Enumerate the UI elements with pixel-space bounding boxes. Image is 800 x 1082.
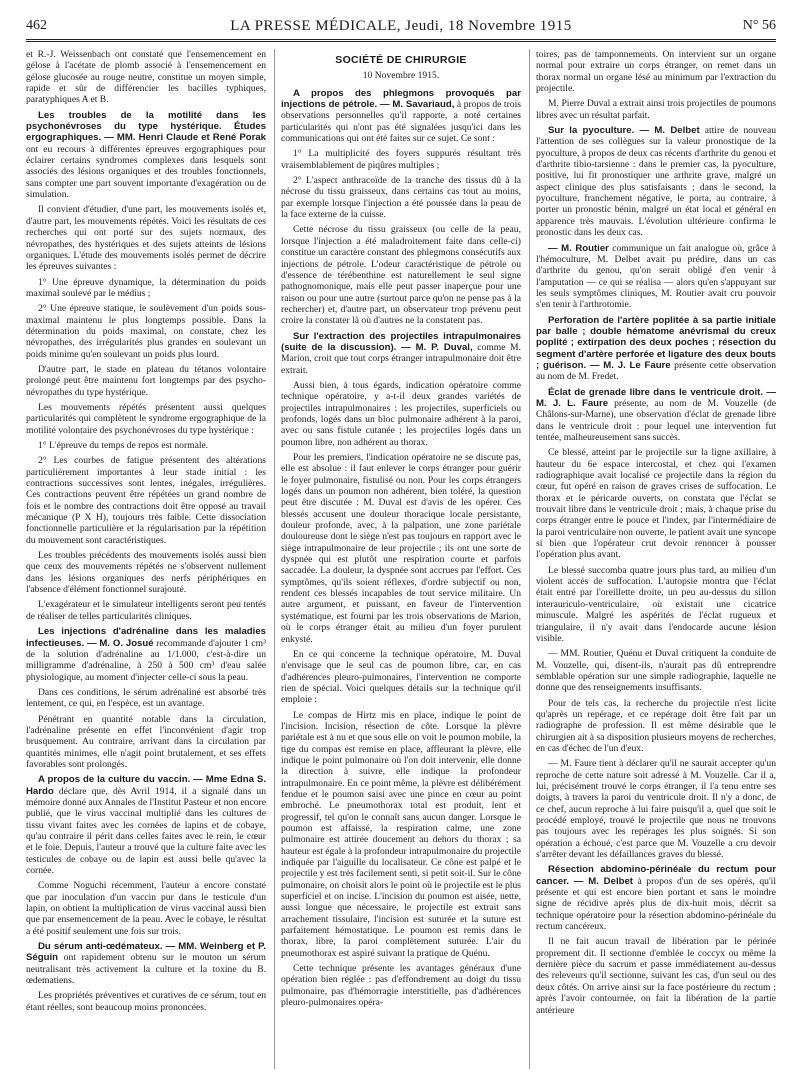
paragraph: Pour les premiers, l'indication opératoire ne se discute pas, elle est absolue : il faut enlever le corps étranger pour guérir le foyer pulmonaire, fistulisé ou non. Pour les corps étrangers logés dans un poumon non adhérent, bien toléré, la question peut être discutée : M. Duval est d'avis de les opérer. Ces blessés accusent une douleur thoracique locale persistante, douleur profonde, avec, à la palpation, une zone pariétale douloureuse dont le siège n'est pas toujours en rapport avec le siège intrapulmonaire de leur projectile ; ils ont une sorte de dyspnée qui est plutôt une respiration courte et parfois saccadée. La douleur, la dyspnée sont accrues par l'effort. Ces symptômes, qu'ils soient réflexes, d'ordre subjectif ou non, rendent ces blessés incapables de tout service militaire. Un autre argument, et puissant, en faveur de l'intervention systématique, est fourni par les trois observations de Marion, où le corps étranger était au milieu d'un foyer purulent enkysté. [281,452,521,645]
article-duval [281,331,521,376]
paragraph: 2° L'aspect anthracoïde de la tranche des tissus dû à la nécrose du tissu graisseux, dans certains cas tout au moins, par exemple lorsque l'injection a été poussée dans la peau de la face externe de la cuisse. [281,175,521,221]
article-heading: Du sérum anti-œdémateux. — MM. Weinberg et P. Séguin [26,941,266,964]
section-date: 10 Novembre 1915. [362,70,440,82]
article-weinberg [26,941,266,986]
section-title: SOCIÉTÉ DE CHIRURGIE [335,54,467,66]
paragraph: — M. Faure tient à déclarer qu'il ne saurait accepter qu'un reproche de cette nature soit adressé à M. Vouzelle. Car il a, lui, précisément trouvé le corps étranger, il l'a tenu entre ses doigts, à travers la paroi du ventricule droit. Il n'y a donc, de ce chef, aucun reproche à lui faire puisqu'il a, quel que soit le procédé employé, trouvé le projectile que nous ne trouvons pas toujours avec les repérages les plus soignés. Si son opération a échoué, c'est parce que M. Vouzelle a cru devoir s'arrêter devant les défaillances graves du blessé. [536,758,776,861]
article-faure-grenade [536,387,776,444]
article-heading: Résection abdomino-périnéale du rectum pour cancer. — M. Delbet [536,864,776,887]
paragraph: M. Pierre Duval a extrait ainsi trois projectiles de poumons libres avec un résultat parfait. [536,98,776,121]
paragraph: 2° Les courbes de fatigue présentent des altérations particulièrement importantes à leur stade initial : les contractions successives sont lentes, inégales, irrégulières. Ces contractions peuvent être répétées un grand nombre de fois et le nombre des contractions doit être opposé au travail mécanique (P X H), toujours très faible. Cette dissociation fonctionnelle particulière et la régularisation par la répétition du mouvement sont caractéristiques. [26,455,266,546]
article-claude-porak [26,110,266,201]
column-middle [281,49,521,1074]
paragraph: Cette nécrose du tissu graisseux (ou celle de la peau, lorsque l'injection a été maladroitement faite dans celle-ci) constitue un caractère constant des phlegmons consécutifs aux injections de pétrole. L'odeur caractéristique de pétrole ou d'essence de térébenthine est naturellement le seul signe pathognomonique, mais elle peut passer inaperçue pour une raison ou pour une autre (surtout parce qu'on ne pense pas à la rechercher) et, d'autre part, un observateur trop prévenu peut croire la constater là où d'autres ne la constatent pas. [281,224,521,327]
paragraph: Pénétrant en quantité notable dans la circulation, l'adrénaline présente en effet l'inconvénient d'agir trop brusquement. Au contraire, arrivant dans la circulation par quantités minimes, elle n'agit point brutalement, et ses effets favorables sont prolongés. [26,713,266,770]
paragraph: Pour de tels cas, la recherche du projectile n'est licite qu'après un repérage, et ce repérage doit être fait par un radiographe de profession. Il est même désirable que le chirurgien ait à sa disposition plusieurs moyens de recherches, en cas d'échec de l'un d'eux. [536,697,776,754]
paragraph: Aussi bien, à tous égards, indication opératoire comme technique opératoire, y a-t-il deux grandes variétés de projectiles intrapulmonaires : les projectiles, superficiels ou profonds, logés dans un bloc pulmonaire adhérent à la paroi, avec ou sans fistule cutanée ; les projectiles logés dans un poumon libre, non adhérent au thorax. [281,379,521,448]
column-separator [529,49,530,1069]
paragraph: Le compas de Hirtz mis en place, indique le point de l'incision. Incision, résection de côte. Lorsque la plèvre pariétale est à nu et que sous elle on voit le poumon mobile, la tige du compas est remise en place, affleurant la plèvre, elle indique le point pulmonaire où l'on doit intervenir, elle donne la direction à suivre, elle indique la profondeur intrapulmonaire. En ce point même, la plèvre est délibérément fendue et le poumon saisi avec une pince en cœur au point embroché. Le pneumothorax total est produit, lent et progressif, tel qu'on le connaît sans aucun danger. Lorsque le poumon est affaissé, la respiration calme, une zone pulmonaire est attirée doucement au dehors du thorax ; sa hauteur est égale à la profondeur intrapulmonaire du projectile indiquée par l'aiguille du localisateur. Ce cône est palpé et le projectile y est très facilement senti, si petit soit-il. Sur le cône pulmonaire, on choisit alors le point où le projectile est le plus superficiel et on incise. L'incision du poumon est aisée, nette, aussi longue que nécessaire, le projectile est extrait sans arrachement tissulaire, l'incision est suturée et la suture est parfaitement hémostatique. Le poumon est remis dans le thorax, libre, la paroi complètement suturée. L'air du pneumothorax est aspiré suivant la pratique de Quénu. [281,709,521,959]
column-left [26,49,266,1074]
paragraph: Il ne fait aucun travail de libération par le périnée proprement dit. Il sectionne d'emblée le coccyx ou même la dernière pièce du sacrum et passe immédiatement au-dessus des releveurs qu'il sectionne, suivant les cas, d'un seul ou des deux côtés. On arrive ainsi sur la face postérieure du rectum ; après l'avoir contournée, on fait la libération de la partie antérieure [536,936,776,1016]
article-lead: à propos de trois observations personnelles qu'il rapporte, a noté certaines particularités qui n'ont pas été signalées jusqu'ici dans les communications qui ont été faites sur ce sujet. Ce sont : [281,99,521,145]
article-lead: présente, au nom de M. Vouzelle (de Châlons-sur-Marne), une observation d'éclat de grenade libre dans le ventricule droit : pour lequel une intervention fut tentée, malheureusement sans succès. [536,397,776,443]
article-hardo [26,774,266,876]
article-heading: Les troubles de la motilité dans les psychonévroses du type hystérique. Études ergographiques. — MM. Henri Claude et René Porak [26,109,266,144]
paragraph: 1° L'épreuve du temps de repos est normale. [38,440,209,451]
article-lead: présente cette observation au nom de M. Fredet. [536,359,776,383]
article-lead: recommande d'ajouter 1 cm³ de la solution d'adrénaline au 1/1.000, c'est-à-dire un milligramme d'adrénaline, à 250 à 500 cm³ d'eau salée physiologique, au moment d'injecter celle-ci sous la peau. [26,637,266,683]
article-josue [26,626,266,683]
article-lead: ont rapidement obtenu sur le mouton un sérum neutralisant très activement la culture et la toxine du B. œdematiens. [26,952,266,987]
article-heading: Éclat de grenade libre dans le ventricule droit. — M. J. L. Faure [536,386,776,409]
paragraph: Dans ces conditions, le sérum adrénaliné est absorbé très lentement, ce qui, en l'espèce, est un avantage. [26,686,266,710]
paragraph-text: communique un fait analogue où, grâce à l'hémoculture, M. Delbet avait pu prédire, dans un cas d'arthrite du genou, qu'on serait obligé d'en venir à l'amputation — ce qui se réalisa — alors qu'en s'appuyant sur les seuls symptômes cliniques, M. Routier avait cru pouvoir s'en tenir à l'arthrotomie. [536,242,776,311]
article-heading: Perforation de l'artère poplitée à sa partie initiale par balle ; double hématome anévrismal du creux poplité ; extirpation des deux poches ; résection du segment d'artère perforée et ligature des deux bouts ; guérison. — M. J. Le Faure [536,314,776,371]
paragraph: Les mouvements répétés présentent aussi quelques particularités qui complètent le syndrome ergographique de la motilité volontaire des psychonévroses du type hystérique : [26,401,266,436]
article-lead: attire de nouveau l'attention de ses collègues sur la valeur pronostique de la pyoculture, à propos de deux cas récents d'arthrite du genou et d'arthrite tibio-tarsienne : dans le premier cas, la pyoculture, positive, lui fit pronostiquer une arthrite grave, malgré un aspect clinique des plus satisfaisants ; dans le second, la pyoculture, franchement négative, le porta, au contraire, à porter un pronostic bénin, malgré un état local et général en apparence très mauvais. L'évolution ultérieure confirma le pronostic dans les deux cas. [536,125,776,239]
article-delbet-pyoculture [536,125,776,238]
paragraph: 2° Une épreuve statique, le soulèvement d'un poids sous-maximal maintenu le plus longtemps possible. Dans la détermination du poids maximal, on constate, chez les névropathes, des irrégularités plus grandes en soulevant un poids minime qu'en soulevant un poids plus lourd. [26,303,266,360]
speaker-name: — M. Routier [548,242,609,254]
page-number: 462 [26,18,47,33]
paragraph: 1° Une épreuve dynamique, la détermination du poids maximal soulevé par le médius ; [26,276,266,299]
paragraph: Comme Noguchi récemment, l'auteur a encore constaté que par inoculation d'un vaccin pur dans le testicule d'un lapin, on obtient la multiplication de virus vaccinal aussi bien que par ensemencement de la peau. Avec le cobaye, le résultat a été positif seulement une fois sur trois. [26,880,266,937]
article-lead: déclare que, dès Avril 1914, il a signalé dans un mémoire donné aux Annales de l'Institut Pasteur et non encore publié, que le virus vaccinal multiplié dans les cultures de tissu vivant faites avec les cornées de lapins et de cobaye, qu'au contraire il périt dans celles faites avec le rein, le cœur et le foie. Depuis, l'auteur a trouvé que la culture faite avec les testicules de cobaye ou de lapin est aussi belle qu'avec la cornée. [26,785,266,877]
issue-number: N° 56 [742,18,776,33]
article-lead: ont eu recours à différentes épreuves ergographiques pour éclairer certains syndromes complexes dans lesquels sont associés des lésions organiques et des troubles fonctionnels, sans compter une part souvent importante d'exagération ou de simulation. [26,143,266,201]
article-heading: Les injections d'adrénaline dans les maladies infectieuses. — M. O. Josué [26,626,266,649]
article-lead: comme M. Marion, croit que tout corps étranger intrapulmonaire doit être extrait. [281,341,521,376]
paragraph: Les troubles précédents des mouvements isolés aussi bien que ceux des mouvements répétés ne s'observent nullement dans les lésions organiques des nerfs périphériques en l'absence d'élément fonctionnel surajouté. [26,550,266,596]
paragraph: Il convient d'étudier, d'une part, les mouvements isolés et, d'autre part, les mouvements répétés. Voici les résultats de ces recherches qui ont porté sur des sujets normaux, des névropathes, des hystériques et des sujets atteints de lésions organiques. L'étude des mouvements isolés permet de décrire les épreuves suivantes : [26,204,266,273]
paragraph: et R.-J. Weissenbach ont constaté que l'ensemencement en gélose à l'acétate de plomb associé à l'ensemencement en gélose glucosée au rouge neutre, constitue un moyen simple, rapide et sûr de différencier les bacilles typhiques, paratyphiques A et B. [26,49,266,106]
paragraph: L'exagérateur et le simulateur intelligents seront peu tentés de réaliser de telles particularités cliniques. [26,599,266,622]
paragraph: — MM. Routier, Quénu et Duval critiquent la conduite de M. Vouzelle, qui, disent-ils, n'aurait pas dû entreprendre semblable opération sur une simple radiographie, laquelle ne donne que des renseignements insuffisants. [536,648,776,694]
paragraph: 1° La multiplicité des foyers suppurés résultant très vraisemblablement de piqûres multiples ; [281,148,521,171]
paragraph [536,243,776,311]
header-rule-double [26,41,776,42]
paragraph: D'autre part, le stade en plateau du tétanos volontaire prolongé peut être maintenu fort longtemps par des psycho-névropathes du type hystérique. [26,363,266,398]
article-savariaud [281,88,521,145]
paragraph: Cette technique présente les avantages généraux d'une opération bien réglée : pas d'effondrement au doigt du tissu pulmonaire, pas d'hémorragie interstitielle, pas d'adhérences pleuro-pulmonaires opéra- [281,963,521,1009]
paragraph: Les propriétés préventives et curatives de ce sérum, tout en étant réelles, sont beaucoup moins prononcées. [26,990,266,1013]
page-header [26,18,776,38]
header-rule [26,39,776,40]
article-heading: Sur l'extraction des projectiles intrapulmonaires (suite de la discussion). — M. P. Duval, [281,330,521,353]
paragraph: En ce qui concerne la technique opératoire, M. Duval n'envisage que le seul cas de poumon libre, car, en cas d'adhérences pleuro-pulmonaires, l'intervention ne comporte rien de spécial. Voici quelques détails sur la technique qu'il emploie : [281,648,521,706]
column-separator [274,49,275,1069]
article-le-faure [536,315,776,383]
journal-title: LA PRESSE MÉDICALE, Jeudi, 18 Novembre 1915 [230,18,572,34]
article-lead: à propos d'un de ses opérés, qu'il présente et qui est encore bien portant et sans le moindre signe de récidive après plus de dix-huit mois, décrit sa technique opératoire pour la résection abdomino-périnéale du rectum cancéreux. [536,875,776,933]
article-delbet-rectum [536,864,776,932]
column-right [536,49,776,1074]
article-heading: Sur la pyoculture. — M. Delbet [548,125,700,137]
paragraph: toires, pas de tamponnements. On intervient sur un organe normal pour extraire un corps étranger, on remet dans un thorax normal un organe lésé au minimum par l'extraction du projectile. [536,49,776,95]
article-heading: A propos de la culture du vaccin. — Mme Edna S. Hardo [26,774,266,797]
article-heading: A propos des phlegmons provoqués par injections de pétrole. — M. Savariaud, [281,87,521,111]
paragraph: Ce blessé, atteint par le projectile sur la ligne axillaire, à hauteur du 6e espace intercostal, et chez qui l'examen radiographique avait localisé ce projectile dans la région du cœur, fut opéré en raison de graves crises de suffocation. Le thorax et le péricarde ouverts, on constata que l'éclat se trouvait libre dans le ventricule droit ; mais, à chaque prise du corps étranger entre le pouce et l'index, par l'intermédiaire de la paroi ventriculaire non ouverte, le patient avait une syncope si bien que l'opérateur crut devoir renoncer à pousser l'opération plus avant. [536,447,776,561]
paragraph: Le blessé succomba quatre jours plus tard, au milieu d'un violent accès de suffocation. L'autopsie montra que l'éclat était entré par l'oreillette droite, un peu au-dessus du sillon interauriculo-ventriculaire, où existait une cicatrice minuscule. Malgré les aspérités de l'éclat rugueux et triangulaire, il n'y avait dans l'endocarde aucune lésion visible. [536,564,776,644]
